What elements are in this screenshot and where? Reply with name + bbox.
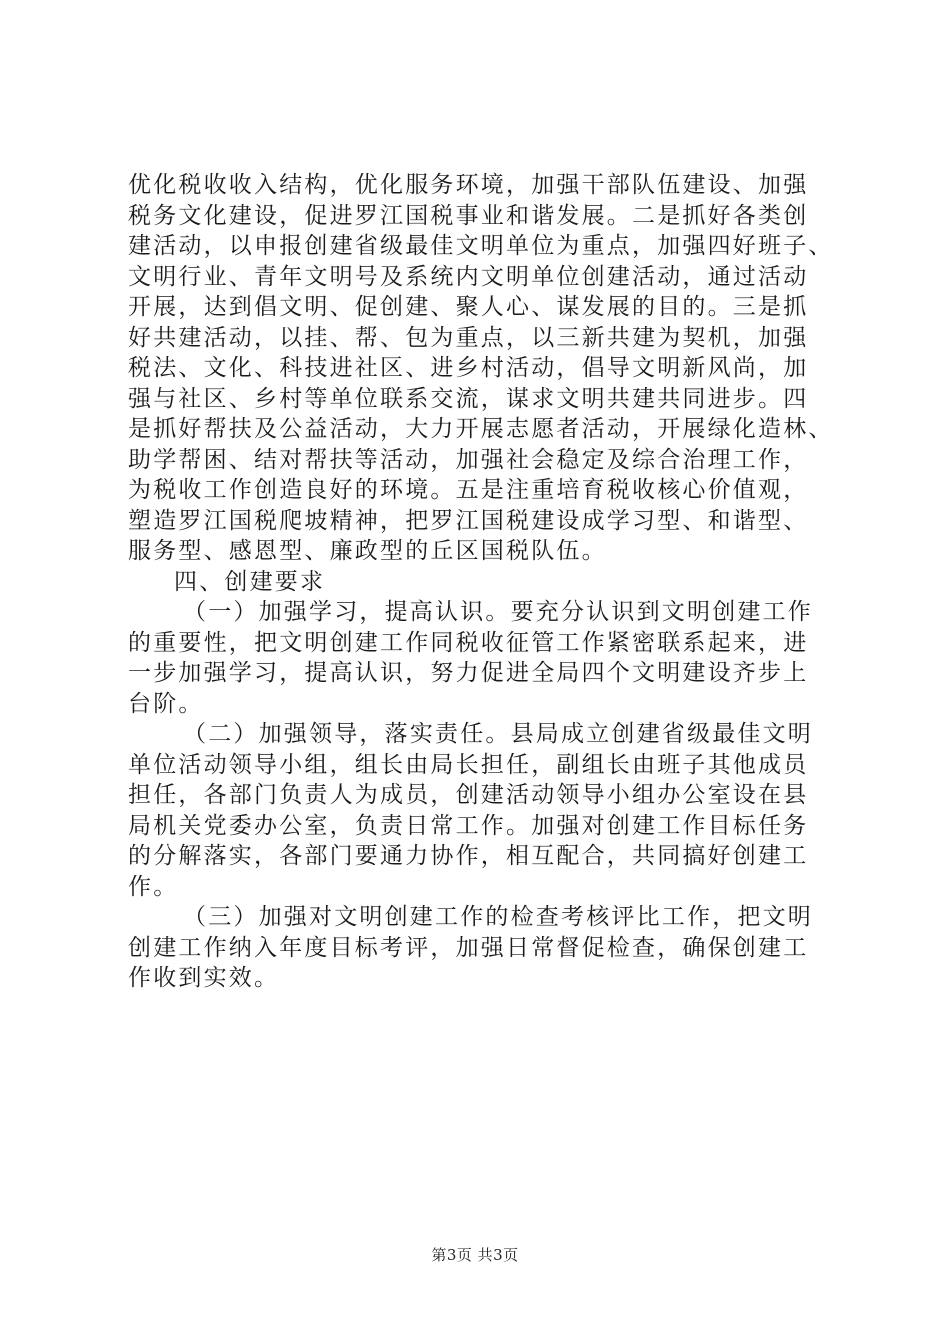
body-line: 税法、文化、科技进社区、进乡村活动，倡导文明新风尚，加	[128, 355, 809, 381]
body-line: 作。	[128, 873, 179, 900]
body-line: 强与社区、乡村等单位联系交流，谋求文明共建共同进步。四	[128, 385, 809, 412]
paragraph-first-line: （二）加强领导，落实责任。县局成立创建省级最佳文明	[183, 721, 813, 747]
body-line: 开展，达到倡文明、促创建、聚人心、谋发展的目的。三是抓	[128, 294, 809, 320]
body-line: 局机关党委办公室，负责日常工作。加强对创建工作目标任务	[128, 812, 809, 839]
body-line: 税务文化建设，促进罗江国税事业和谐发展。二是抓好各类创	[128, 202, 809, 229]
body-line: 助学帮困、结对帮扶等活动，加强社会稳定及综合治理工作，	[128, 446, 809, 473]
body-line: 创建工作纳入年度目标考评，加强日常督促检查，确保创建工	[128, 934, 809, 961]
body-line: 文明行业、青年文明号及系统内文明单位创建活动，通过活动	[128, 263, 809, 290]
body-line: 为税收工作创造良好的环境。五是注重培育税收核心价值观，	[128, 477, 809, 503]
body-line: 的重要性，把文明创建工作同税收征管工作紧密联系起来，进	[128, 629, 809, 656]
body-line: 台阶。	[128, 690, 204, 717]
page-number-footer: 第3页 共3页	[431, 1246, 519, 1264]
body-line: 是抓好帮扶及公益活动，大力开展志愿者活动，开展绿化造林、	[128, 416, 834, 442]
body-line: 担任，各部门负责人为成员，创建活动领导小组办公室设在县	[128, 782, 809, 808]
body-line: 建活动，以申报创建省级最佳文明单位为重点，加强四好班子、	[128, 233, 834, 259]
body-line: 作收到实效。	[128, 965, 280, 991]
section-heading: 四、创建要求	[174, 568, 326, 595]
body-line: 服务型、感恩型、廉政型的丘区国税队伍。	[128, 538, 607, 564]
body-line: 的分解落实，各部门要通力协作，相互配合，共同搞好创建工	[128, 843, 809, 869]
paragraph-first-line: （一）加强学习，提高认识。要充分认识到文明创建工作	[183, 599, 813, 625]
body-line: 塑造罗江国税爬坡精神，把罗江国税建设成学习型、和谐型、	[128, 507, 809, 534]
body-line: 优化税收收入结构，优化服务环境，加强干部队伍建设、加强	[128, 172, 809, 198]
body-line: 单位活动领导小组，组长由局长担任，副组长由班子其他成员	[128, 751, 809, 778]
paragraph-first-line: （三）加强对文明创建工作的检查考核评比工作，把文明	[183, 904, 813, 930]
document-body	[128, 170, 840, 994]
body-line: 好共建活动，以挂、帮、包为重点，以三新共建为契机，加强	[128, 324, 809, 351]
body-line: 一步加强学习，提高认识，努力促进全局四个文明建设齐步上	[128, 660, 809, 686]
